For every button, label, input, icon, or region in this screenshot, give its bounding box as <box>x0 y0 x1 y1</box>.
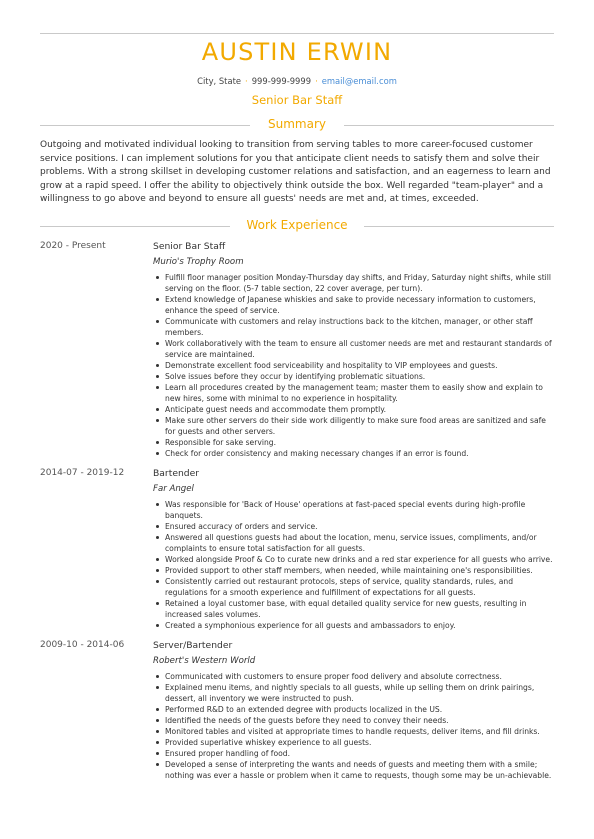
entry-bullet-list <box>153 272 556 459</box>
entry-company: Far Angel <box>153 484 194 494</box>
bullet-item: Explained menu items, and nightly specials to all guests, while up selling them on drink pairings, dessert, all inventory we were instructed to push. <box>153 682 556 704</box>
bullet-item: Monitored tables and visited at appropriate times to handle requests, deliver items, and fill drinks. <box>153 726 556 737</box>
entry-company: Robert's Western World <box>153 656 256 666</box>
headline-title: Senior Bar Staff <box>251 93 343 107</box>
work-heading-label: Work Experience <box>246 218 348 232</box>
entry-job-title: Senior Bar Staff <box>153 241 226 252</box>
entry-date: 2009-10 - 2014-06 <box>40 640 125 650</box>
bullet-item: Answered all questions guests had about the location, menu, service issues, compliments, and/or complaints to ensure total satisfaction for all guests. <box>153 532 556 554</box>
summary-heading <box>40 117 554 133</box>
summary-heading-label: Summary <box>268 117 326 131</box>
bullet-item: Was responsible for 'Back of House' operations at fast-paced special events during high-profile banquets. <box>153 499 556 521</box>
bullet-item: Solve issues before they occur by identifying problematic situations. <box>153 371 556 382</box>
bullet-item: Created a symphonious experience for all guests and ambassadors to enjoy. <box>153 620 556 631</box>
bullet-item: Communicated with customers to ensure proper food delivery and absolute correctness. <box>153 671 556 682</box>
bullet-item: Extend knowledge of Japanese whiskies and sake to provide necessary information to customers, enhance the speed of service. <box>153 294 556 316</box>
bullet-item: Responsible for sake serving. <box>153 437 556 448</box>
location-text: City, State <box>197 76 242 86</box>
email-link[interactable]: email@email.com <box>321 76 397 86</box>
bullet-item: Communicate with customers and relay instructions back to the kitchen, manager, or other staff members. <box>153 316 556 338</box>
entry-job-title: Bartender <box>153 468 200 479</box>
entry-date: 2014-07 - 2019-12 <box>40 468 125 478</box>
phone-text: 999-999-9999 <box>251 76 312 86</box>
bullet-item: Work collaboratively with the team to ensure all customer needs are met and restaurant standards of service are maintained. <box>153 338 556 360</box>
bullet-item: Developed a sense of interpreting the wants and needs of guests and meeting them with a smile; nothing was ever a hassle or problem when it came to requests, though some may be un-achievable. <box>153 759 556 781</box>
entry-job-title: Server/Bartender <box>153 640 233 651</box>
contact-separator: · <box>245 76 248 86</box>
bullet-item: Provided superlative whiskey experience to all guests. <box>153 737 556 748</box>
entry-bullet-list <box>153 499 556 631</box>
bullet-item: Demonstrate excellent food serviceability and hospitality to VIP employees and guests. <box>153 360 556 371</box>
summary-text: Outgoing and motivated individual looking to transition from serving tables to more career-focused customer service positions. I can implement solutions for you that anticipate client needs to satisfy them and solve their problems. With a strong skillset in developing customer relations and satisfaction, and an eagerness to learn and grow at a rapid speed. I offer the ability to objectively think outside the box. Well regarded "team-player" and a willingness to go above and beyond to ensure all guests' needs are met and, at times, exceeded. <box>40 140 551 205</box>
bullet-item: Provided support to other staff members, when needed, while maintaining one's responsibilities. <box>153 565 556 576</box>
contact-separator: · <box>315 76 318 86</box>
bullet-item: Learn all procedures created by the management team; master them to easily show and explain to new hires, some with minimal to no experience in hospitality. <box>153 382 556 404</box>
contact-line <box>0 76 594 86</box>
candidate-name: AUSTIN ERWIN <box>201 38 393 66</box>
bullet-item: Anticipate guest needs and accommodate them promptly. <box>153 404 556 415</box>
bullet-item: Retained a loyal customer base, with equal detailed quality service for new guests, resulting in increased sales volumes. <box>153 598 556 620</box>
heading-line-right <box>344 125 554 126</box>
entry-date: 2020 - Present <box>40 241 106 251</box>
entry-bullet-list <box>153 671 556 781</box>
bullet-item: Consistently carried out restaurant protocols, steps of service, quality standards, rules, and regulations for a smooth experience and fulfillment of expectations for all guests. <box>153 576 556 598</box>
bullet-item: Check for order consistency and making necessary changes if an error is found. <box>153 448 556 459</box>
bullet-item: Fulfill floor manager position Monday-Thursday day shifts, and Friday, Saturday night shifts, while still serving on the floor. (5-7 table section, 22 cover average, per turn). <box>153 272 556 294</box>
bullet-item: Ensured accuracy of orders and service. <box>153 521 556 532</box>
bullet-item: Worked alongside Proof & Co to curate new drinks and a red star experience for all guests who arrive. <box>153 554 556 565</box>
bullet-item: Performed R&D to an extended degree with products localized in the US. <box>153 704 556 715</box>
bullet-item: Ensured proper handling of food. <box>153 748 556 759</box>
work-experience-heading <box>40 218 554 234</box>
bullet-item: Make sure other servers do their side work diligently to make sure food areas are sanitized and safe for guests and other servers. <box>153 415 556 437</box>
bullet-item: Identified the needs of the guests before they need to convey their needs. <box>153 715 556 726</box>
entry-company: Murio's Trophy Room <box>153 257 244 267</box>
heading-line-right <box>364 226 554 227</box>
top-divider <box>40 33 554 34</box>
